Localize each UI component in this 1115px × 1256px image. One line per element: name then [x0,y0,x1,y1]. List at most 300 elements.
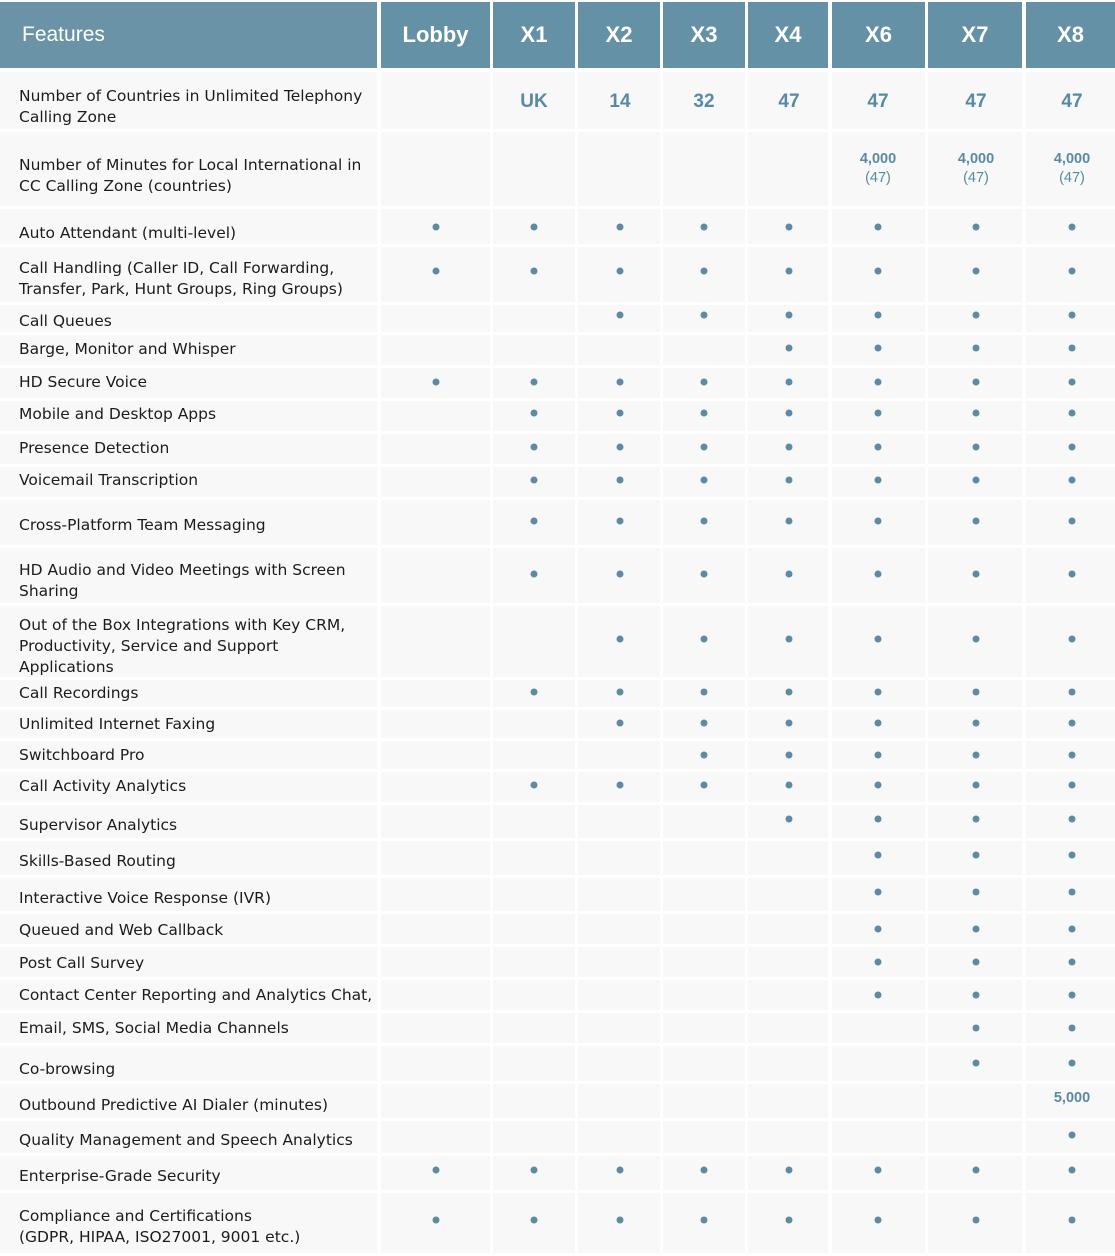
dot-icon [1069,1132,1076,1139]
dot-icon [786,268,793,275]
feature-label: Skills-Based Routing [19,852,176,870]
tier-cell [493,1046,575,1081]
dot-icon [1069,571,1076,578]
feature-label: Co-browsing [19,1060,116,1078]
dot-icon [1069,345,1076,352]
dot-icon [1069,1025,1076,1032]
tier-cell [381,434,490,464]
tier-cell [381,247,490,302]
tier-cell [493,305,575,332]
tier-cell [832,1013,925,1043]
table-row [0,947,1115,980]
tier-cell [493,710,575,738]
tier-cell [748,1046,828,1081]
dot-icon [531,689,538,696]
dot-icon [875,268,882,275]
tier-cell [381,132,490,206]
tier-cell [928,247,1022,302]
value-cell: 14 [609,91,631,112]
table-row [0,305,1115,335]
tier-cell [663,914,745,944]
tier-cell [578,305,660,332]
value-cell: 5,000 [1053,1090,1091,1106]
tier-cell [663,980,745,1010]
dot-icon [973,782,980,789]
dot-icon [875,379,882,386]
dot-icon [786,224,793,231]
tier-cell [1026,247,1115,302]
dot-icon [701,1217,708,1224]
dot-icon [973,224,980,231]
tier-cell [748,878,828,911]
feature-label: Mobile and Desktop Apps [19,405,217,423]
dot-icon [875,816,882,823]
value-sub: (47) [1059,170,1085,186]
dot-icon [1069,636,1076,643]
feature-label: Presence Detection [19,439,170,457]
tier-cell [578,805,660,838]
dot-icon [973,720,980,727]
dot-icon [433,224,440,231]
dot-icon [875,410,882,417]
tier-cell [381,305,490,332]
dot-icon [1069,959,1076,966]
dot-icon [973,852,980,859]
dot-icon [973,410,980,417]
dot-icon [1069,992,1076,999]
dot-icon [701,477,708,484]
tier-cell [578,335,660,365]
feature-label: Voicemail Transcription [19,471,199,489]
feature-label: Quality Management and Speech Analytics [19,1131,353,1149]
dot-icon [973,571,980,578]
dot-icon [875,1217,882,1224]
tier-cell [381,980,490,1010]
tier-cell [381,1121,490,1153]
dot-icon [875,852,882,859]
dot-icon [1069,379,1076,386]
table-row [0,772,1115,805]
dot-icon [973,518,980,525]
tier-cell [493,335,575,365]
feature-label: Outbound Predictive AI Dialer (minutes) [19,1096,328,1114]
dot-icon [617,1217,624,1224]
tier-cell [381,805,490,838]
dot-icon [1069,477,1076,484]
value-cell [1054,150,1090,188]
tier-cell [493,878,575,911]
value-cell: UK [520,91,548,112]
dot-icon [617,268,624,275]
dot-icon [786,345,793,352]
table-row [0,1046,1115,1084]
dot-icon [701,636,708,643]
tier-cell [832,1084,925,1118]
tier-cell [578,878,660,911]
feature-label: Number of Countries in Unlimited Telephony Calling Zone [19,87,363,126]
dot-icon [875,752,882,759]
tier-cell [381,606,490,677]
dot-icon [875,224,882,231]
feature-label: Email, SMS, Social Media Channels [19,1019,289,1037]
value-sub: (47) [865,170,891,186]
dot-icon [433,379,440,386]
tier-cell [578,841,660,875]
tier-cell [663,1121,745,1153]
dot-icon [1069,224,1076,231]
tier-cell [663,247,745,302]
tier-cell [748,841,828,875]
dot-icon [1069,1217,1076,1224]
dot-icon [786,636,793,643]
tier-cell [748,1013,828,1043]
dot-icon [617,636,624,643]
tier-cell [578,980,660,1010]
dot-icon [973,1217,980,1224]
dot-icon [973,444,980,451]
tier-cell [663,1046,745,1081]
dot-icon [531,444,538,451]
dot-icon [701,379,708,386]
feature-label: HD Secure Voice [19,373,147,391]
dot-icon [701,752,708,759]
tier-cell [381,680,490,707]
table-row [0,548,1115,606]
table-row [0,1013,1115,1046]
tier-cell [748,132,828,206]
feature-label: Enterprise-Grade Security [19,1167,221,1185]
dot-icon [875,1167,882,1174]
table-row [0,914,1115,947]
table-row [0,1084,1115,1121]
tier-cell [493,914,575,944]
value-cell: 47 [778,91,800,112]
tier-cell [578,741,660,769]
dot-icon [701,224,708,231]
tier-cell [381,548,490,603]
tier-cell [381,710,490,738]
table-row [0,878,1115,914]
dot-icon [531,1217,538,1224]
dot-icon [701,571,708,578]
feature-label: Supervisor Analytics [19,816,178,834]
table-row [0,72,1115,132]
header-tier-x8: X8 [1026,2,1115,68]
dot-icon [701,444,708,451]
feature-label: Number of Minutes for Local International in CC Calling Zone (countries) [19,156,362,195]
tier-cell [381,1084,490,1118]
feature-label: Contact Center Reporting and Analytics Chat, [19,986,373,1004]
dot-icon [786,477,793,484]
dot-icon [701,782,708,789]
dot-icon [531,410,538,417]
feature-label: Out of the Box Integrations with Key CRM, Productivity, Service and Support Applications [19,616,346,676]
header-tier-x3: X3 [663,2,745,68]
dot-icon [531,518,538,525]
dot-icon [875,444,882,451]
feature-label: Call Handling (Caller ID, Call Forwarding, Transfer, Park, Hunt Groups, Ring Groups) [19,259,343,298]
dot-icon [617,689,624,696]
table-row [0,710,1115,741]
dot-icon [701,689,708,696]
tier-cell [493,606,575,677]
feature-label: HD Audio and Video Meetings with Screen Sharing [19,561,346,600]
dot-icon [786,312,793,319]
value-cell: 47 [1061,91,1083,112]
dot-icon [433,1217,440,1224]
feature-label: Queued and Web Callback [19,921,224,939]
dot-icon [973,636,980,643]
table-row [0,1193,1115,1256]
value-cell: 47 [965,91,987,112]
tier-cell [578,132,660,206]
dot-icon [617,720,624,727]
header-tier-x4: X4 [748,2,828,68]
table-row [0,401,1115,434]
dot-icon [973,689,980,696]
dot-icon [1069,1060,1076,1067]
dot-icon [531,379,538,386]
tier-cell [663,305,745,332]
tier-cell [381,335,490,365]
header-tier-x6: X6 [832,2,925,68]
value-main: 4,000 [1053,151,1091,167]
dot-icon [875,312,882,319]
dot-icon [973,1025,980,1032]
dot-icon [875,477,882,484]
dot-icon [617,518,624,525]
dot-icon [617,312,624,319]
dot-icon [973,1060,980,1067]
dot-icon [875,782,882,789]
dot-icon [1069,312,1076,319]
dot-icon [973,1167,980,1174]
feature-label: Auto Attendant (multi-level) [19,224,237,242]
tier-cell [578,1121,660,1153]
table-row [0,467,1115,500]
tier-cell [493,947,575,977]
tier-cell [748,947,828,977]
dot-icon [786,782,793,789]
dot-icon [617,444,624,451]
tier-cell [928,1121,1022,1153]
dot-icon [875,889,882,896]
table-row [0,368,1115,401]
table-row [0,335,1115,368]
feature-label: Compliance and Certifications (GDPR, HIPAA, ISO27001, 9001 etc.) [19,1207,301,1246]
tier-cell [663,841,745,875]
dot-icon [973,959,980,966]
dot-icon [875,345,882,352]
table-row [0,500,1115,548]
dot-icon [786,379,793,386]
tier-cell [928,305,1022,332]
dot-icon [1069,782,1076,789]
tier-cell [381,878,490,911]
table-row [0,1121,1115,1156]
dot-icon [875,636,882,643]
tier-cell [381,500,490,545]
feature-label: Post Call Survey [19,954,145,972]
dot-icon [617,1167,624,1174]
table-row [0,132,1115,209]
dot-icon [701,312,708,319]
tier-cell [748,980,828,1010]
feature-label: Switchboard Pro [19,746,145,764]
tier-cell [381,1046,490,1081]
tier-cell [663,1013,745,1043]
tier-cell [493,132,575,206]
dot-icon [875,571,882,578]
dot-icon [531,1167,538,1174]
dot-icon [433,1167,440,1174]
tier-cell [748,305,828,332]
dot-icon [531,782,538,789]
header-tier-lobby: Lobby [381,2,490,68]
table-row [0,841,1115,878]
dot-icon [1069,752,1076,759]
dot-icon [1069,926,1076,933]
feature-label: Interactive Voice Response (IVR) [19,889,272,907]
dot-icon [875,926,882,933]
table-row [0,434,1115,467]
dot-icon [701,410,708,417]
dot-icon [973,816,980,823]
tier-cell [381,467,490,497]
dot-icon [786,571,793,578]
tier-cell [381,772,490,802]
tier-cell [1026,305,1115,332]
dot-icon [701,518,708,525]
dot-icon [701,268,708,275]
tier-cell [493,980,575,1010]
dot-icon [875,959,882,966]
dot-icon [973,477,980,484]
dot-icon [531,268,538,275]
dot-icon [875,518,882,525]
tier-cell [578,1084,660,1118]
header-tier-x2: X2 [578,2,660,68]
dot-icon [875,689,882,696]
tier-cell [493,841,575,875]
dot-icon [973,752,980,759]
tier-cell [663,1084,745,1118]
value-main: 4,000 [957,151,995,167]
tier-cell [663,805,745,838]
tier-cell [493,741,575,769]
table-row [0,247,1115,305]
tier-cell [748,1121,828,1153]
dot-icon [1069,720,1076,727]
dot-icon [1069,852,1076,859]
dot-icon [1069,889,1076,896]
tier-cell [748,914,828,944]
dot-icon [701,720,708,727]
tier-cell [578,1046,660,1081]
tier-cell [663,132,745,206]
tier-cell [493,247,575,302]
header-tier-x7: X7 [928,2,1022,68]
dot-icon [617,782,624,789]
dot-icon [786,1217,793,1224]
dot-icon [786,518,793,525]
tier-cell [832,247,925,302]
tier-cell [381,741,490,769]
tier-cell [381,401,490,431]
tier-cell [748,1084,828,1118]
value-cell [958,150,994,188]
feature-label: Barge, Monitor and Whisper [19,340,236,358]
dot-icon [1069,518,1076,525]
tier-cell [663,878,745,911]
table-row [0,606,1115,680]
dot-icon [973,268,980,275]
dot-icon [531,477,538,484]
value-sub: (47) [963,170,989,186]
tier-cell [493,1013,575,1043]
dot-icon [973,992,980,999]
dot-icon [531,571,538,578]
tier-cell [578,1013,660,1043]
dot-icon [531,224,538,231]
feature-label: Cross-Platform Team Messaging [19,516,266,534]
tier-cell [832,1046,925,1081]
dot-icon [973,379,980,386]
table-row [0,680,1115,710]
dot-icon [617,571,624,578]
feature-label: Unlimited Internet Faxing [19,715,216,733]
dot-icon [433,268,440,275]
dot-icon [786,752,793,759]
dot-icon [617,410,624,417]
dot-icon [701,1167,708,1174]
dot-icon [617,379,624,386]
tier-cell [578,247,660,302]
table-row [0,741,1115,772]
value-cell [860,150,896,188]
dot-icon [875,992,882,999]
dot-icon [786,444,793,451]
table-row [0,805,1115,841]
dot-icon [786,689,793,696]
dot-icon [973,889,980,896]
tier-cell [493,805,575,838]
tier-cell [928,1084,1022,1118]
dot-icon [973,926,980,933]
tier-cell [381,947,490,977]
feature-label: Call Recordings [19,684,139,702]
header-tier-x1: X1 [493,2,575,68]
table-row [0,980,1115,1013]
dot-icon [1069,689,1076,696]
dot-icon [1069,444,1076,451]
value-cell: 47 [867,91,889,112]
dot-icon [786,720,793,727]
table-row [0,209,1115,247]
dot-icon [617,477,624,484]
header-features: Features [0,2,377,68]
tier-cell [748,247,828,302]
tier-cell [381,914,490,944]
feature-label: Call Activity Analytics [19,777,187,795]
tier-cell [493,1084,575,1118]
tier-cell [381,841,490,875]
dot-icon [786,410,793,417]
dot-icon [973,345,980,352]
dot-icon [1069,816,1076,823]
dot-icon [1069,1167,1076,1174]
tier-cell [381,1013,490,1043]
